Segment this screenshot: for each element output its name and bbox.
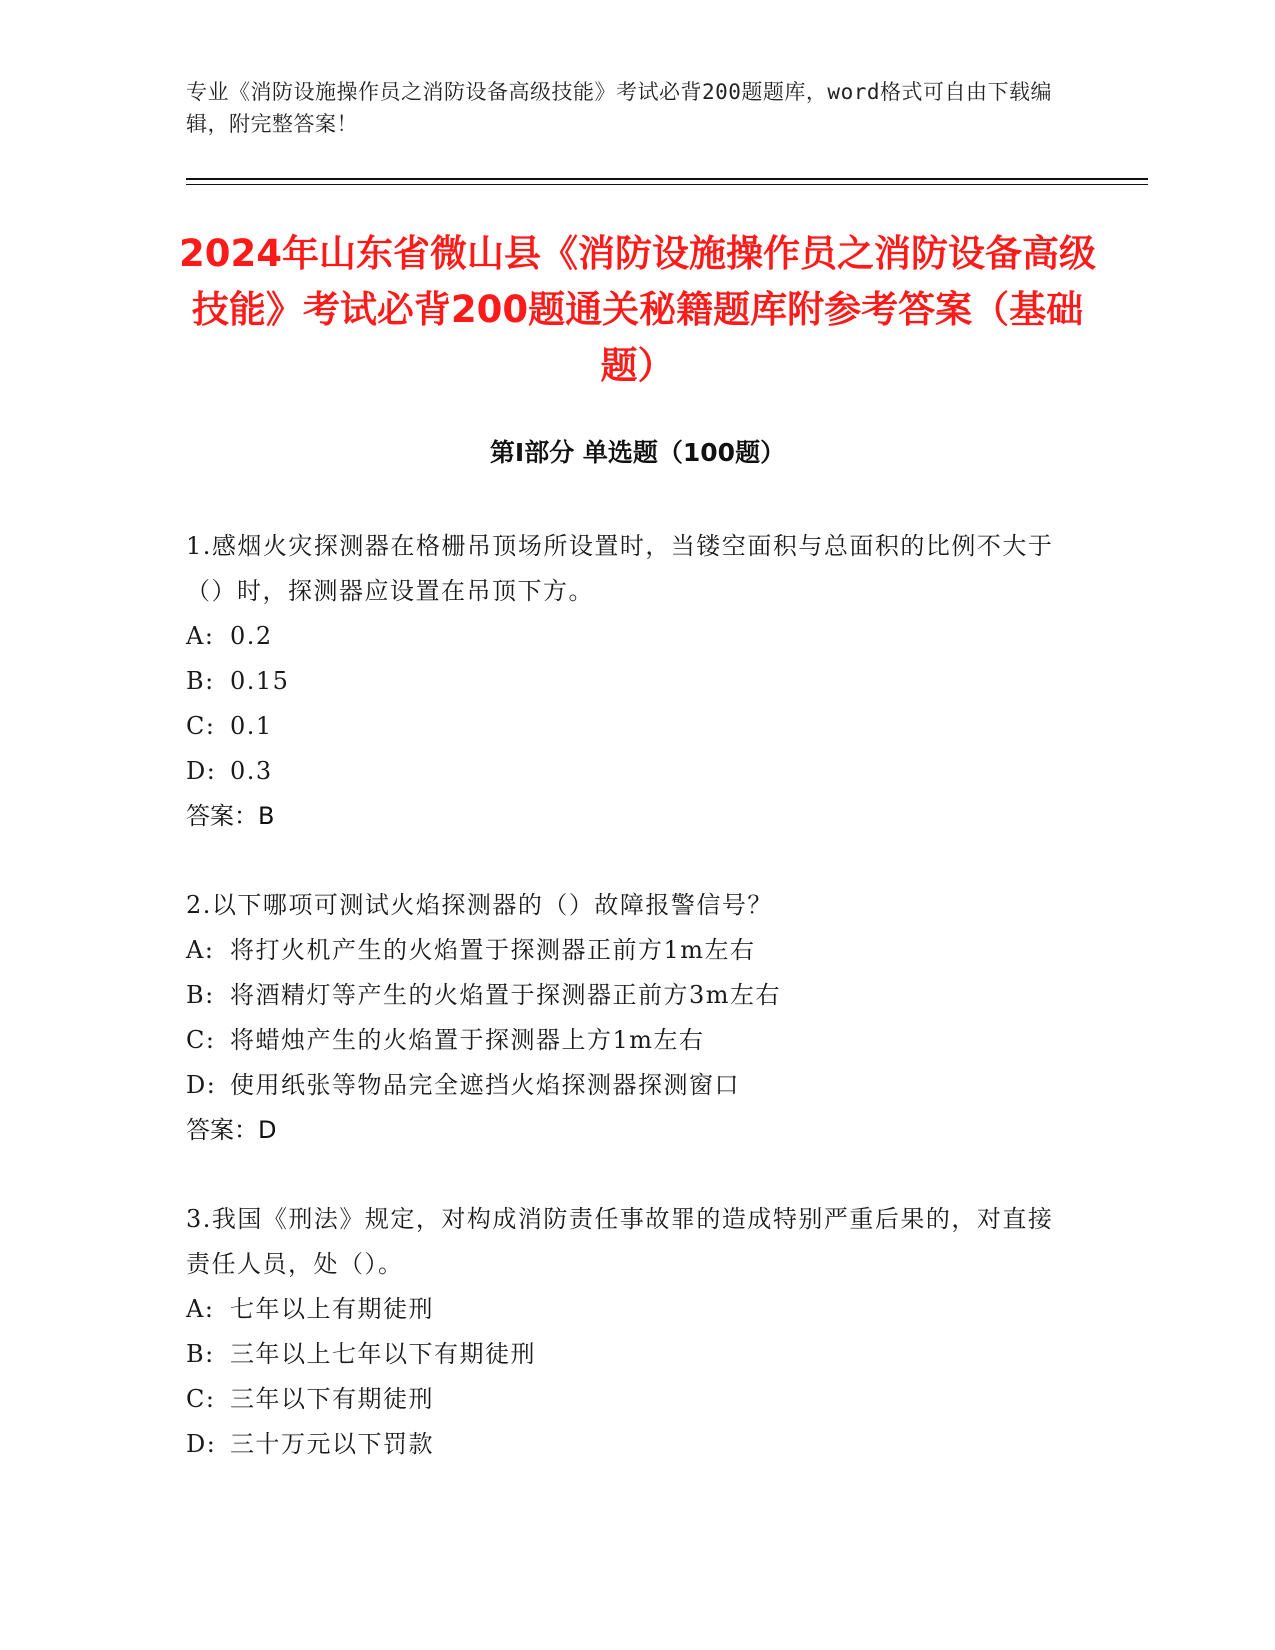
- option-c: [186, 1377, 1066, 1422]
- option-key: C:: [186, 1026, 216, 1054]
- option-key: D:: [186, 757, 217, 785]
- question-1: [186, 524, 1066, 839]
- option-text: 三年以上七年以下有期徒刑: [230, 1340, 536, 1368]
- option-text: 三年以下有期徒刑: [230, 1385, 434, 1413]
- option-c: [186, 704, 1066, 749]
- option-key: B:: [186, 981, 215, 1009]
- option-b: [186, 659, 1066, 704]
- option-d: [186, 749, 1066, 794]
- option-a: [186, 614, 1066, 659]
- option-list: [186, 614, 1066, 794]
- answer-line: 答案：B: [186, 802, 275, 830]
- option-d: [186, 1063, 1066, 1108]
- option-text: 三十万元以下罚款: [230, 1430, 434, 1458]
- option-text: 使用纸张等物品完全遮挡火焰探测器探测窗口: [230, 1071, 740, 1099]
- question-list: [186, 524, 1066, 1511]
- option-d: [186, 1422, 1066, 1467]
- option-b: [186, 973, 1066, 1018]
- option-key: A:: [186, 936, 215, 964]
- header-note: 专业《消防设施操作员之消防设备高级技能》考试必背200题题库，word格式可自由下载编辑，附完整答案！: [186, 80, 1052, 136]
- option-list: [186, 928, 1066, 1108]
- header-rule-thin: [186, 184, 1148, 185]
- option-key: A:: [186, 1295, 215, 1323]
- option-text: 七年以上有期徒刑: [230, 1295, 434, 1323]
- header-rule-thick: [186, 178, 1148, 180]
- section-title: 第I部分 单选题（100题）: [489, 438, 786, 467]
- option-text: 将酒精灯等产生的火焰置于探测器正前方3m左右: [230, 981, 782, 1009]
- option-text: 0.3: [230, 757, 273, 785]
- option-key: D:: [186, 1071, 217, 1099]
- option-key: A:: [186, 622, 215, 650]
- question-stem: 3.我国《刑法》规定，对构成消防责任事故罪的造成特别严重后果的，对直接责任人员，处（）。: [186, 1205, 1054, 1278]
- option-list: [186, 1287, 1066, 1467]
- option-key: D:: [186, 1430, 217, 1458]
- option-key: B:: [186, 667, 215, 695]
- option-key: C:: [186, 712, 216, 740]
- question-stem: 1.感烟火灾探测器在格栅吊顶场所设置时，当镂空面积与总面积的比例不大于（）时，探测器应设置在吊顶下方。: [186, 532, 1054, 605]
- question-2: [186, 883, 1066, 1153]
- option-text: 0.1: [230, 712, 273, 740]
- answer-line: 答案：D: [186, 1116, 277, 1144]
- option-text: 0.2: [230, 622, 273, 650]
- option-text: 将蜡烛产生的火焰置于探测器上方1m左右: [230, 1026, 705, 1054]
- document-title: 2024年山东省微山县《消防设施操作员之消防设备高级技能》考试必背200题通关秘籍题库附参考答案（基础题）: [179, 232, 1096, 387]
- option-a: [186, 928, 1066, 973]
- option-key: B:: [186, 1340, 215, 1368]
- option-key: C:: [186, 1385, 216, 1413]
- option-a: [186, 1287, 1066, 1332]
- option-text: 0.15: [230, 667, 290, 695]
- question-stem: 2.以下哪项可测试火焰探测器的（）故障报警信号？: [186, 891, 773, 919]
- option-text: 将打火机产生的火焰置于探测器正前方1m左右: [230, 936, 756, 964]
- question-3: [186, 1197, 1066, 1467]
- option-b: [186, 1332, 1066, 1377]
- option-c: [186, 1018, 1066, 1063]
